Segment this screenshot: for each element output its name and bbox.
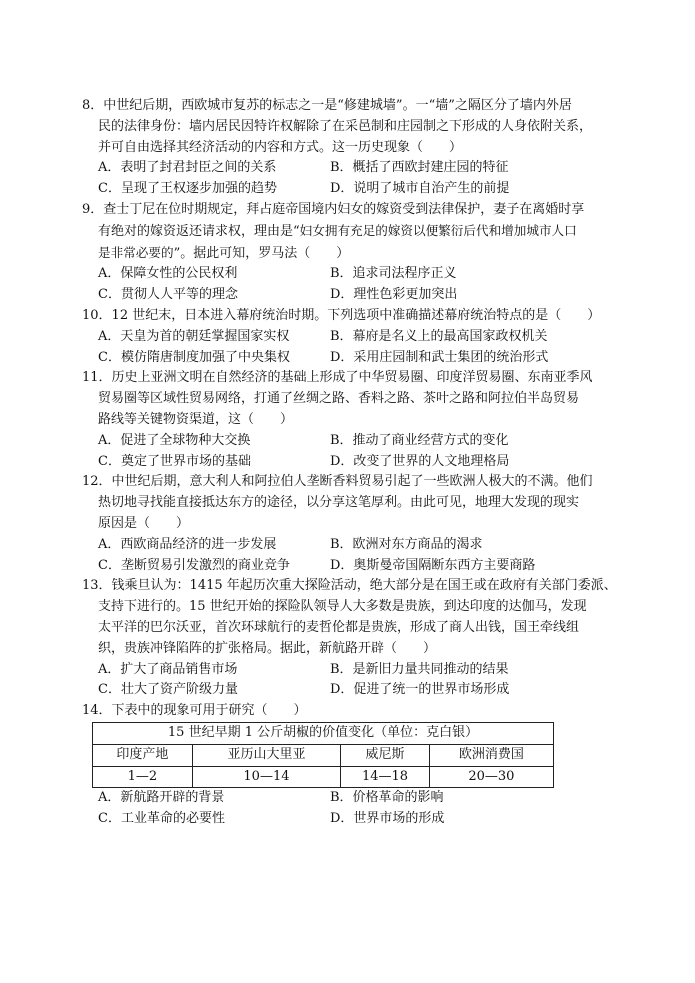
question-13-stem-line-3: 太平洋的巴尔沃亚，首次环球航行的麦哲伦都是贵族，形成了商人出钱，国王牵线组 bbox=[98, 619, 580, 635]
question-9-quote-part-1: 妇女拥有充足的嫁资以便繁衍后代和增加城市人口 bbox=[299, 222, 577, 238]
question-12 bbox=[82, 472, 652, 576]
question-11-option-c[interactable]: C．奠定了世界市场的基础 bbox=[98, 453, 251, 469]
table-header-cell: 亚历山大里亚 bbox=[192, 744, 341, 766]
table-value-cell: 20—30 bbox=[429, 766, 553, 788]
question-12-options bbox=[82, 535, 652, 577]
question-9-option-b[interactable]: B．追求司法程序正义 bbox=[330, 266, 457, 282]
pepper-price-table bbox=[92, 722, 554, 788]
question-9-option-d[interactable]: D．理性色彩更加突出 bbox=[330, 287, 458, 303]
question-13 bbox=[82, 576, 652, 701]
table-caption-row bbox=[93, 722, 554, 744]
question-9-quote-part-2: 是非常必要的 bbox=[98, 244, 174, 260]
question-9-stem-line-3 bbox=[82, 243, 652, 265]
question-8-option-d[interactable]: D．说明了城市自治产生的前提 bbox=[330, 181, 510, 197]
question-8-stem-line-3: 并可自由选择其经济活动的内容和方式。这一历史现象（ ） bbox=[98, 139, 463, 155]
question-13-option-b[interactable]: B．是新旧力量共同推动的结果 bbox=[330, 661, 509, 677]
question-14 bbox=[82, 701, 652, 830]
question-13-stem-line-4: 织，贵族冲锋陷阵的扩张格局。据此，新航路开辟（ ） bbox=[98, 640, 437, 656]
question-13-stem-line-1: 13．钱乘旦认为：1415 年起历次重大探险活动，绝大部分是在国王或在政府有关部门委派、 bbox=[82, 578, 617, 594]
question-9-stem-line-1: 9．查士丁尼在位时期规定，拜占庭帝国境内妇女的嫁资受到法律保护，妻子在离婚时享 bbox=[82, 201, 585, 217]
question-13-options bbox=[82, 660, 652, 702]
question-11-stem-line-1: 11．历史上亚洲文明在自然经济的基础上形成了中华贸易圈、印度洋贸易圈、东南亚季风 bbox=[82, 370, 593, 386]
question-14-stem-line-1: 14．下表中的现象可用于研究（ ） bbox=[82, 703, 307, 719]
question-10-option-d[interactable]: D．采用庄园制和武士集团的统治形式 bbox=[330, 349, 549, 365]
question-12-option-b[interactable]: B．欧洲对东方商品的渴求 bbox=[330, 536, 483, 552]
question-9-option-a[interactable]: A．保障女性的公民权利 bbox=[98, 266, 238, 282]
question-10 bbox=[82, 306, 652, 368]
question-9-options bbox=[82, 264, 652, 306]
question-12-option-a[interactable]: A．西欧商品经济的进一步发展 bbox=[98, 536, 277, 552]
question-10-option-a[interactable]: A．天皇为首的朝廷掌握国家实权 bbox=[98, 328, 290, 344]
question-8-stem-line-2: 民的法律身份：墙内居民因特许权解除了在采邑制和庄园制之下形成的人身依附关系， bbox=[98, 118, 593, 134]
question-10-options bbox=[82, 327, 652, 369]
question-10-option-c[interactable]: C．模仿隋唐制度加强了中央集权 bbox=[98, 349, 290, 365]
question-12-stem-line-2: 热切地寻找能直接抵达东方的途径，以分享这笔厚利。由此可见，地理大发现的现实 bbox=[98, 495, 580, 511]
question-11-option-b[interactable]: B．推动了商业经营方式的变化 bbox=[330, 432, 509, 448]
question-9 bbox=[82, 200, 652, 306]
question-8-stem-line-1: 8．中世纪后期，西欧城市复苏的标志之一是“修建城墙”。一“墙”之隔区分了墙内外居 bbox=[82, 98, 572, 113]
question-14-option-d[interactable]: D．世界市场的形成 bbox=[330, 811, 445, 827]
table-value-cell: 10—14 bbox=[192, 766, 341, 788]
question-8-option-c[interactable]: C．呈现了王权逐步加强的趋势 bbox=[98, 181, 277, 197]
table-header-cell: 欧洲消费国 bbox=[429, 744, 553, 766]
question-8-option-a[interactable]: A．表明了封君封臣之间的关系 bbox=[98, 160, 277, 176]
question-list bbox=[82, 96, 652, 830]
table-header-cell: 威尼斯 bbox=[341, 744, 430, 766]
question-8-option-b[interactable]: B．概括了西欧封建庄园的特征 bbox=[330, 160, 509, 176]
question-14-option-b[interactable]: B．价格革命的影响 bbox=[330, 790, 444, 806]
question-11-option-d[interactable]: D．改变了世界的人文地理格局 bbox=[330, 453, 510, 469]
table-caption: 15 世纪早期 1 公斤胡椒的价值变化（单位：克白银） bbox=[93, 722, 554, 744]
question-10-stem-line-1: 10．12 世纪末，日本进入幕府统治时期。下列选项中准确描述幕府统治特点的是（ ） bbox=[82, 307, 601, 323]
question-11-options bbox=[82, 431, 652, 473]
question-13-option-a[interactable]: A．扩大了商品销售市场 bbox=[98, 661, 238, 677]
question-8-options bbox=[82, 158, 652, 200]
question-12-option-d[interactable]: D．奥斯曼帝国隔断东西方主要商路 bbox=[330, 557, 536, 573]
question-10-option-b[interactable]: B．幕府是名义上的最高国家政权机关 bbox=[330, 328, 548, 344]
question-13-option-d[interactable]: D．促进了统一的世界市场形成 bbox=[330, 682, 510, 698]
table-header-row bbox=[93, 744, 554, 766]
question-12-option-c[interactable]: C．垄断贸易引发激烈的商业竞争 bbox=[98, 557, 290, 573]
question-11-stem-line-2: 贸易圈等区域性贸易网络，打通了丝绸之路、香料之路、茶叶之路和阿拉伯半岛贸易 bbox=[98, 391, 580, 407]
question-8 bbox=[82, 96, 652, 200]
question-14-options bbox=[82, 788, 652, 830]
question-11 bbox=[82, 368, 652, 472]
table-value-cell: 14—18 bbox=[341, 766, 430, 788]
table-header-cell: 印度产地 bbox=[93, 744, 193, 766]
question-9-stem-line-2 bbox=[82, 221, 652, 243]
question-11-stem-line-3: 路线等关键物资渠道，这（ ） bbox=[98, 411, 294, 427]
question-9-stem-line-2-text: 有绝对的嫁资返还请求权，理由是“ bbox=[98, 223, 300, 239]
question-14-option-a[interactable]: A．新航路开辟的背景 bbox=[98, 790, 225, 806]
table-value-cell: 1—2 bbox=[93, 766, 193, 788]
question-12-stem-line-3: 原因是（ ） bbox=[98, 515, 190, 531]
question-13-option-c[interactable]: C．壮大了资产阶级力量 bbox=[98, 682, 238, 698]
question-9-stem-line-3-text: ”。据此可知，罗马法（ ） bbox=[173, 245, 350, 261]
question-12-stem-line-1: 12．中世纪后期，意大利人和阿拉伯人垄断香料贸易引起了一些欧洲人极大的不满。他们 bbox=[82, 474, 593, 490]
question-13-stem-line-2: 支持下进行的。15 世纪开始的探险队领导人大多数是贵族，到达印度的达伽马，发现 bbox=[98, 599, 587, 615]
question-14-option-c[interactable]: C．工业革命的必要性 bbox=[98, 811, 225, 827]
table-row bbox=[93, 766, 554, 788]
question-9-option-c[interactable]: C．贯彻人人平等的理念 bbox=[98, 287, 238, 303]
question-11-option-a[interactable]: A．促进了全球物种大交换 bbox=[98, 432, 251, 448]
